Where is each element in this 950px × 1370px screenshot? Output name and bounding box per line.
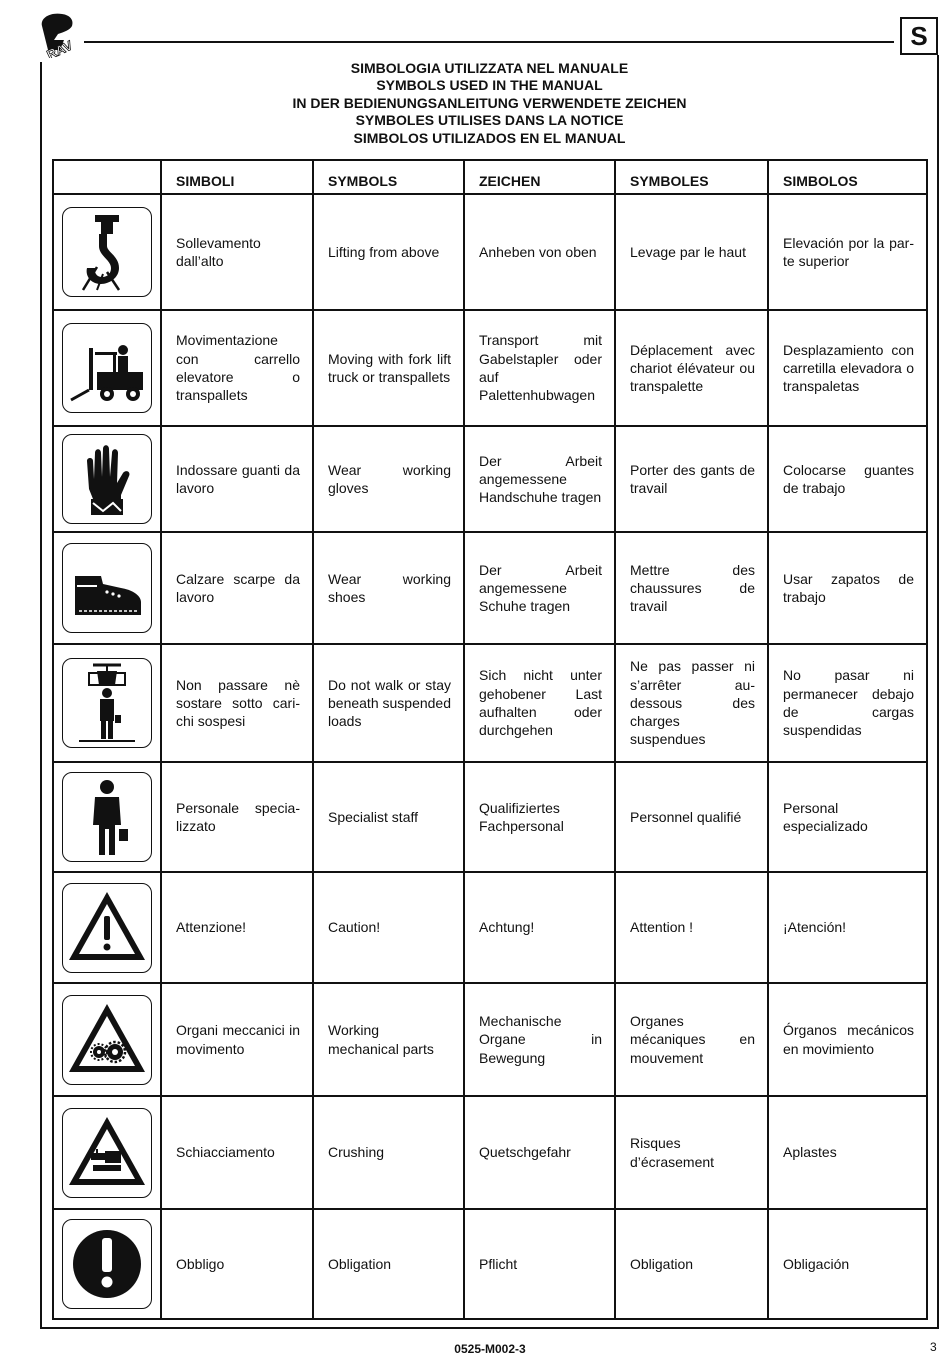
table-row — [53, 983, 927, 1096]
cell-fr: Attention ! — [615, 872, 768, 983]
glove-icon — [62, 434, 152, 524]
cell-de: Qualifiziertes Fachpersonal — [464, 762, 615, 872]
table-row — [53, 1096, 927, 1209]
cell-it: Attenzione! — [161, 872, 313, 983]
column-header-simbolos: SIMBOLOS — [768, 160, 927, 194]
cell-es: Colocarse guantes de trabajo — [768, 426, 927, 532]
cell-it: Obbligo — [161, 1209, 313, 1319]
cell-en: Wear working shoes — [313, 532, 464, 644]
title-french: SYMBOLES UTILISES DANS LA NOTICE — [355, 112, 624, 129]
table-row — [53, 762, 927, 872]
cell-en: Moving with fork lift truck or transpallets — [313, 310, 464, 426]
cell-de: Quetschgefahr — [464, 1096, 615, 1209]
cell-de: Der Arbeit angemessene Handschuhe tragen — [464, 426, 615, 532]
page-frame-bottom — [40, 1327, 939, 1329]
cell-en: Wear working gloves — [313, 426, 464, 532]
cell-fr: Levage par le haut — [615, 194, 768, 310]
document-code: 0525-M002-3 — [454, 1342, 526, 1356]
cell-de: Mechanische Organe in Bewegung — [464, 983, 615, 1096]
suspended-load-icon — [62, 658, 152, 748]
cell-it: Non passare nè sostare sotto cari-chi sospesi — [161, 644, 313, 762]
cell-en: Crushing — [313, 1096, 464, 1209]
crane-hook-icon — [62, 207, 152, 297]
title-italian: SIMBOLOGIA UTILIZZATA NEL MANUALE — [350, 60, 629, 76]
cell-de: Sich nicht unter gehobener Last aufhalten oder durchgehen — [464, 644, 615, 762]
column-header-symboles: SYMBOLES — [615, 160, 768, 194]
forklift-icon — [62, 323, 152, 413]
table-row — [53, 426, 927, 532]
cell-fr: Ne pas passer ni s’arrêter au-dessous des charges suspendues — [615, 644, 768, 762]
cell-de: Transport mit Gabelstapler oder auf Palettenhubwagen — [464, 310, 615, 426]
cell-es: ¡Atención! — [768, 872, 927, 983]
section-letter: S — [910, 20, 928, 51]
cell-es: Órganos mecánicos en movimiento — [768, 983, 927, 1096]
cell-en: Specialist staff — [313, 762, 464, 872]
cell-fr: Organes mécaniques en mouvement — [615, 983, 768, 1096]
rav-logo — [36, 10, 86, 58]
cell-de: Anheben von oben — [464, 194, 615, 310]
cell-de: Achtung! — [464, 872, 615, 983]
cell-es: Personal especializado — [768, 762, 927, 872]
cell-fr: Porter des gants de travail — [615, 426, 768, 532]
title-block — [40, 60, 939, 147]
cell-en: Lifting from above — [313, 194, 464, 310]
cell-en: Do not walk or stay beneath suspended loads — [313, 644, 464, 762]
page-number: 3 — [930, 1340, 937, 1354]
cell-es: Aplastes — [768, 1096, 927, 1209]
title-english: SYMBOLS USED IN THE MANUAL — [376, 77, 603, 94]
cell-fr: Mettre des chaussures de travail — [615, 532, 768, 644]
title-german: IN DER BEDIENUNGSANLEITUNG VERWENDETE ZEICHEN — [292, 94, 687, 111]
cell-de: Pflicht — [464, 1209, 615, 1319]
cell-fr: Déplacement avec chariot élévateur ou transpalette — [615, 310, 768, 426]
specialist-person-icon — [62, 772, 152, 862]
cell-es: Elevación por la par-te superior — [768, 194, 927, 310]
cell-en: Working mechanical parts — [313, 983, 464, 1096]
header-icon-column — [53, 160, 161, 194]
table-row — [53, 532, 927, 644]
cell-es: Usar zapatos de trabajo — [768, 532, 927, 644]
cell-it: Calzare scarpe da lavoro — [161, 532, 313, 644]
table-header-row — [53, 160, 927, 194]
cell-it: Schiacciamento — [161, 1096, 313, 1209]
cell-fr: Obligation — [615, 1209, 768, 1319]
svg-text:RAV: RAV — [44, 37, 75, 58]
table-row — [53, 872, 927, 983]
section-letter-box — [900, 17, 938, 55]
moving-gears-icon — [62, 995, 152, 1085]
table-row — [53, 194, 927, 310]
warning-triangle-icon — [62, 883, 152, 973]
cell-en: Caution! — [313, 872, 464, 983]
symbols-table — [52, 159, 928, 1320]
column-header-zeichen: ZEICHEN — [464, 160, 615, 194]
column-header-simboli: SIMBOLI — [161, 160, 313, 194]
cell-es: No pasar ni permanecer debajo de cargas suspendidas — [768, 644, 927, 762]
cell-it: Personale specia-lizzato — [161, 762, 313, 872]
table-row — [53, 1209, 927, 1319]
column-header-symbols: SYMBOLS — [313, 160, 464, 194]
page-frame-right — [937, 55, 939, 1328]
cell-it: Organi meccanici in movimento — [161, 983, 313, 1096]
table-row — [53, 310, 927, 426]
cell-it: Sollevamento dall’alto — [161, 194, 313, 310]
crushing-hazard-icon — [62, 1108, 152, 1198]
cell-es: Desplazamiento con carretilla elevadora o transpaletas — [768, 310, 927, 426]
cell-es: Obligación — [768, 1209, 927, 1319]
title-spanish: SIMBOLOS UTILIZADOS EN EL MANUAL — [353, 129, 626, 146]
cell-fr: Risques d’écrasement — [615, 1096, 768, 1209]
page-frame-left — [40, 62, 42, 1328]
header-rule — [84, 41, 894, 43]
cell-it: Indossare guanti da lavoro — [161, 426, 313, 532]
table-row — [53, 644, 927, 762]
cell-de: Der Arbeit angemessene Schuhe tragen — [464, 532, 615, 644]
cell-en: Obligation — [313, 1209, 464, 1319]
cell-fr: Personnel qualifié — [615, 762, 768, 872]
safety-shoe-icon — [62, 543, 152, 633]
cell-it: Movimentazione con carrello elevatore o transpallets — [161, 310, 313, 426]
mandatory-icon — [62, 1219, 152, 1309]
